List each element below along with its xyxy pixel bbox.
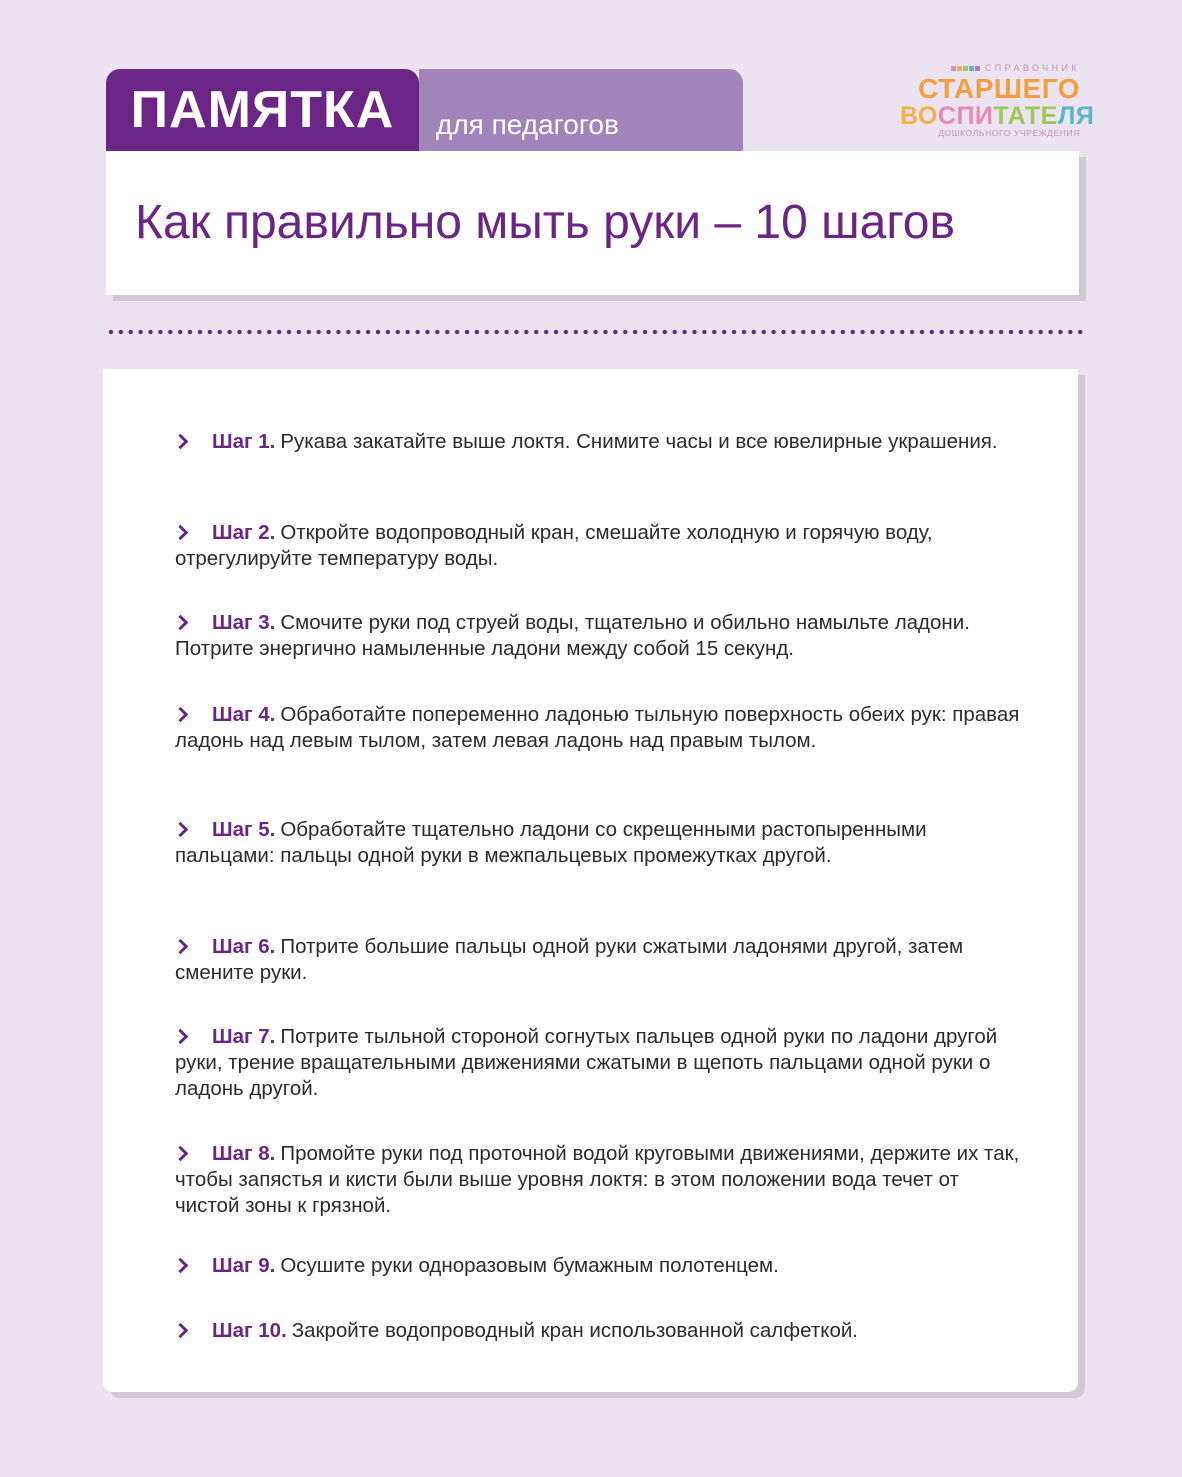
step-label: Шаг 1. [212, 430, 276, 453]
memo-badge: ПАМЯТКА [106, 69, 419, 151]
logo-top-text: СПРАВОЧНИК [984, 63, 1080, 73]
step-label: Шаг 6. [212, 935, 276, 958]
page-title: Как правильно мыть руки – 10 шагов [135, 196, 955, 249]
logo-line-3: ДОШКОЛЬНОГО УЧРЕЖДЕНИЯ [938, 128, 1080, 138]
step-label: Шаг 10. [212, 1319, 287, 1342]
list-item [175, 1318, 1025, 1344]
step-label: Шаг 7. [212, 1025, 276, 1048]
step-label: Шаг 3. [212, 611, 276, 634]
logo-square [975, 66, 980, 71]
step-text: Потрите большие пальцы одной руки сжатыми ладонями другой, затем смените руки. [175, 935, 964, 984]
logo-part: ТАТЕ [993, 102, 1058, 130]
step-text: Обработайте попеременно ладонью тыльную поверхность обеих рук: правая ладонь над левым тылом, затем левая ладонь над правым тылом. [175, 703, 1020, 752]
list-item [175, 1253, 1025, 1279]
step-label: Шаг 9. [212, 1254, 276, 1277]
list-item [175, 702, 1025, 754]
list-item [175, 934, 1025, 986]
list-item [175, 520, 1025, 572]
step-text: Закройте водопроводный кран использованной салфеткой. [291, 1319, 858, 1342]
step-text: Откройте водопроводный кран, смешайте холодную и горячую воду, отрегулируйте температуру воды. [175, 521, 933, 570]
logo-square [951, 66, 956, 71]
list-item [175, 429, 1025, 455]
chevron-right-icon [173, 615, 189, 631]
publisher-logo [900, 62, 1095, 147]
step-text: Обработайте тщательно ладони со скрещенными растопыренными пальцами: пальцы одной руки в межпальцевых промежутках другой. [175, 818, 927, 867]
step-label: Шаг 5. [212, 818, 276, 841]
list-item [175, 610, 1025, 662]
chevron-right-icon [173, 434, 189, 450]
logo-square [957, 66, 962, 71]
chevron-right-icon [173, 939, 189, 955]
logo-line-1: СТАРШЕГО [918, 73, 1080, 104]
chevron-right-icon [173, 1029, 189, 1045]
steps-card [103, 369, 1078, 1392]
chevron-right-icon [173, 1323, 189, 1339]
list-item [175, 817, 1025, 869]
logo-line-2 [900, 102, 1095, 130]
chevron-right-icon [173, 1258, 189, 1274]
audience-subtitle: для педагогов [419, 69, 743, 151]
chevron-right-icon [173, 822, 189, 838]
step-text: Промойте руки под проточной водой круговыми движениями, держите их так, чтобы запястья и кисти были выше уровня локтя: в этом положении вода течет от чистой зоны к грязной. [175, 1142, 1020, 1217]
logo-square [963, 66, 968, 71]
step-label: Шаг 4. [212, 703, 276, 726]
step-text: Рукава закатайте выше локтя. Снимите часы и все ювелирные украшения. [280, 430, 998, 453]
step-text: Потрите тыльной стороной согнутых пальцев одной руки по ладони другой руки, трение вращательными движениями сжатыми в щепоть пальцами одной руки о ладонь другой. [175, 1025, 998, 1100]
logo-squares-icon [951, 66, 980, 71]
chevron-right-icon [173, 1146, 189, 1162]
list-item [175, 1024, 1025, 1102]
dotted-divider [106, 329, 1084, 335]
logo-part: ЛЯ [1057, 102, 1095, 130]
chevron-right-icon [173, 707, 189, 723]
step-text: Смочите руки под струей воды, тщательно и обильно намыльте ладони. Потрите энергично намыленные ладони между собой 15 секунд. [175, 611, 970, 660]
step-text: Осушите руки одноразовым бумажным полотенцем. [280, 1254, 779, 1277]
logo-square [969, 66, 974, 71]
logo-part: СПИ [937, 102, 994, 130]
step-label: Шаг 2. [212, 521, 276, 544]
chevron-right-icon [173, 525, 189, 541]
logo-part: ВО [900, 102, 938, 130]
step-label: Шаг 8. [212, 1142, 276, 1165]
title-card [106, 151, 1079, 295]
list-item [175, 1141, 1025, 1219]
